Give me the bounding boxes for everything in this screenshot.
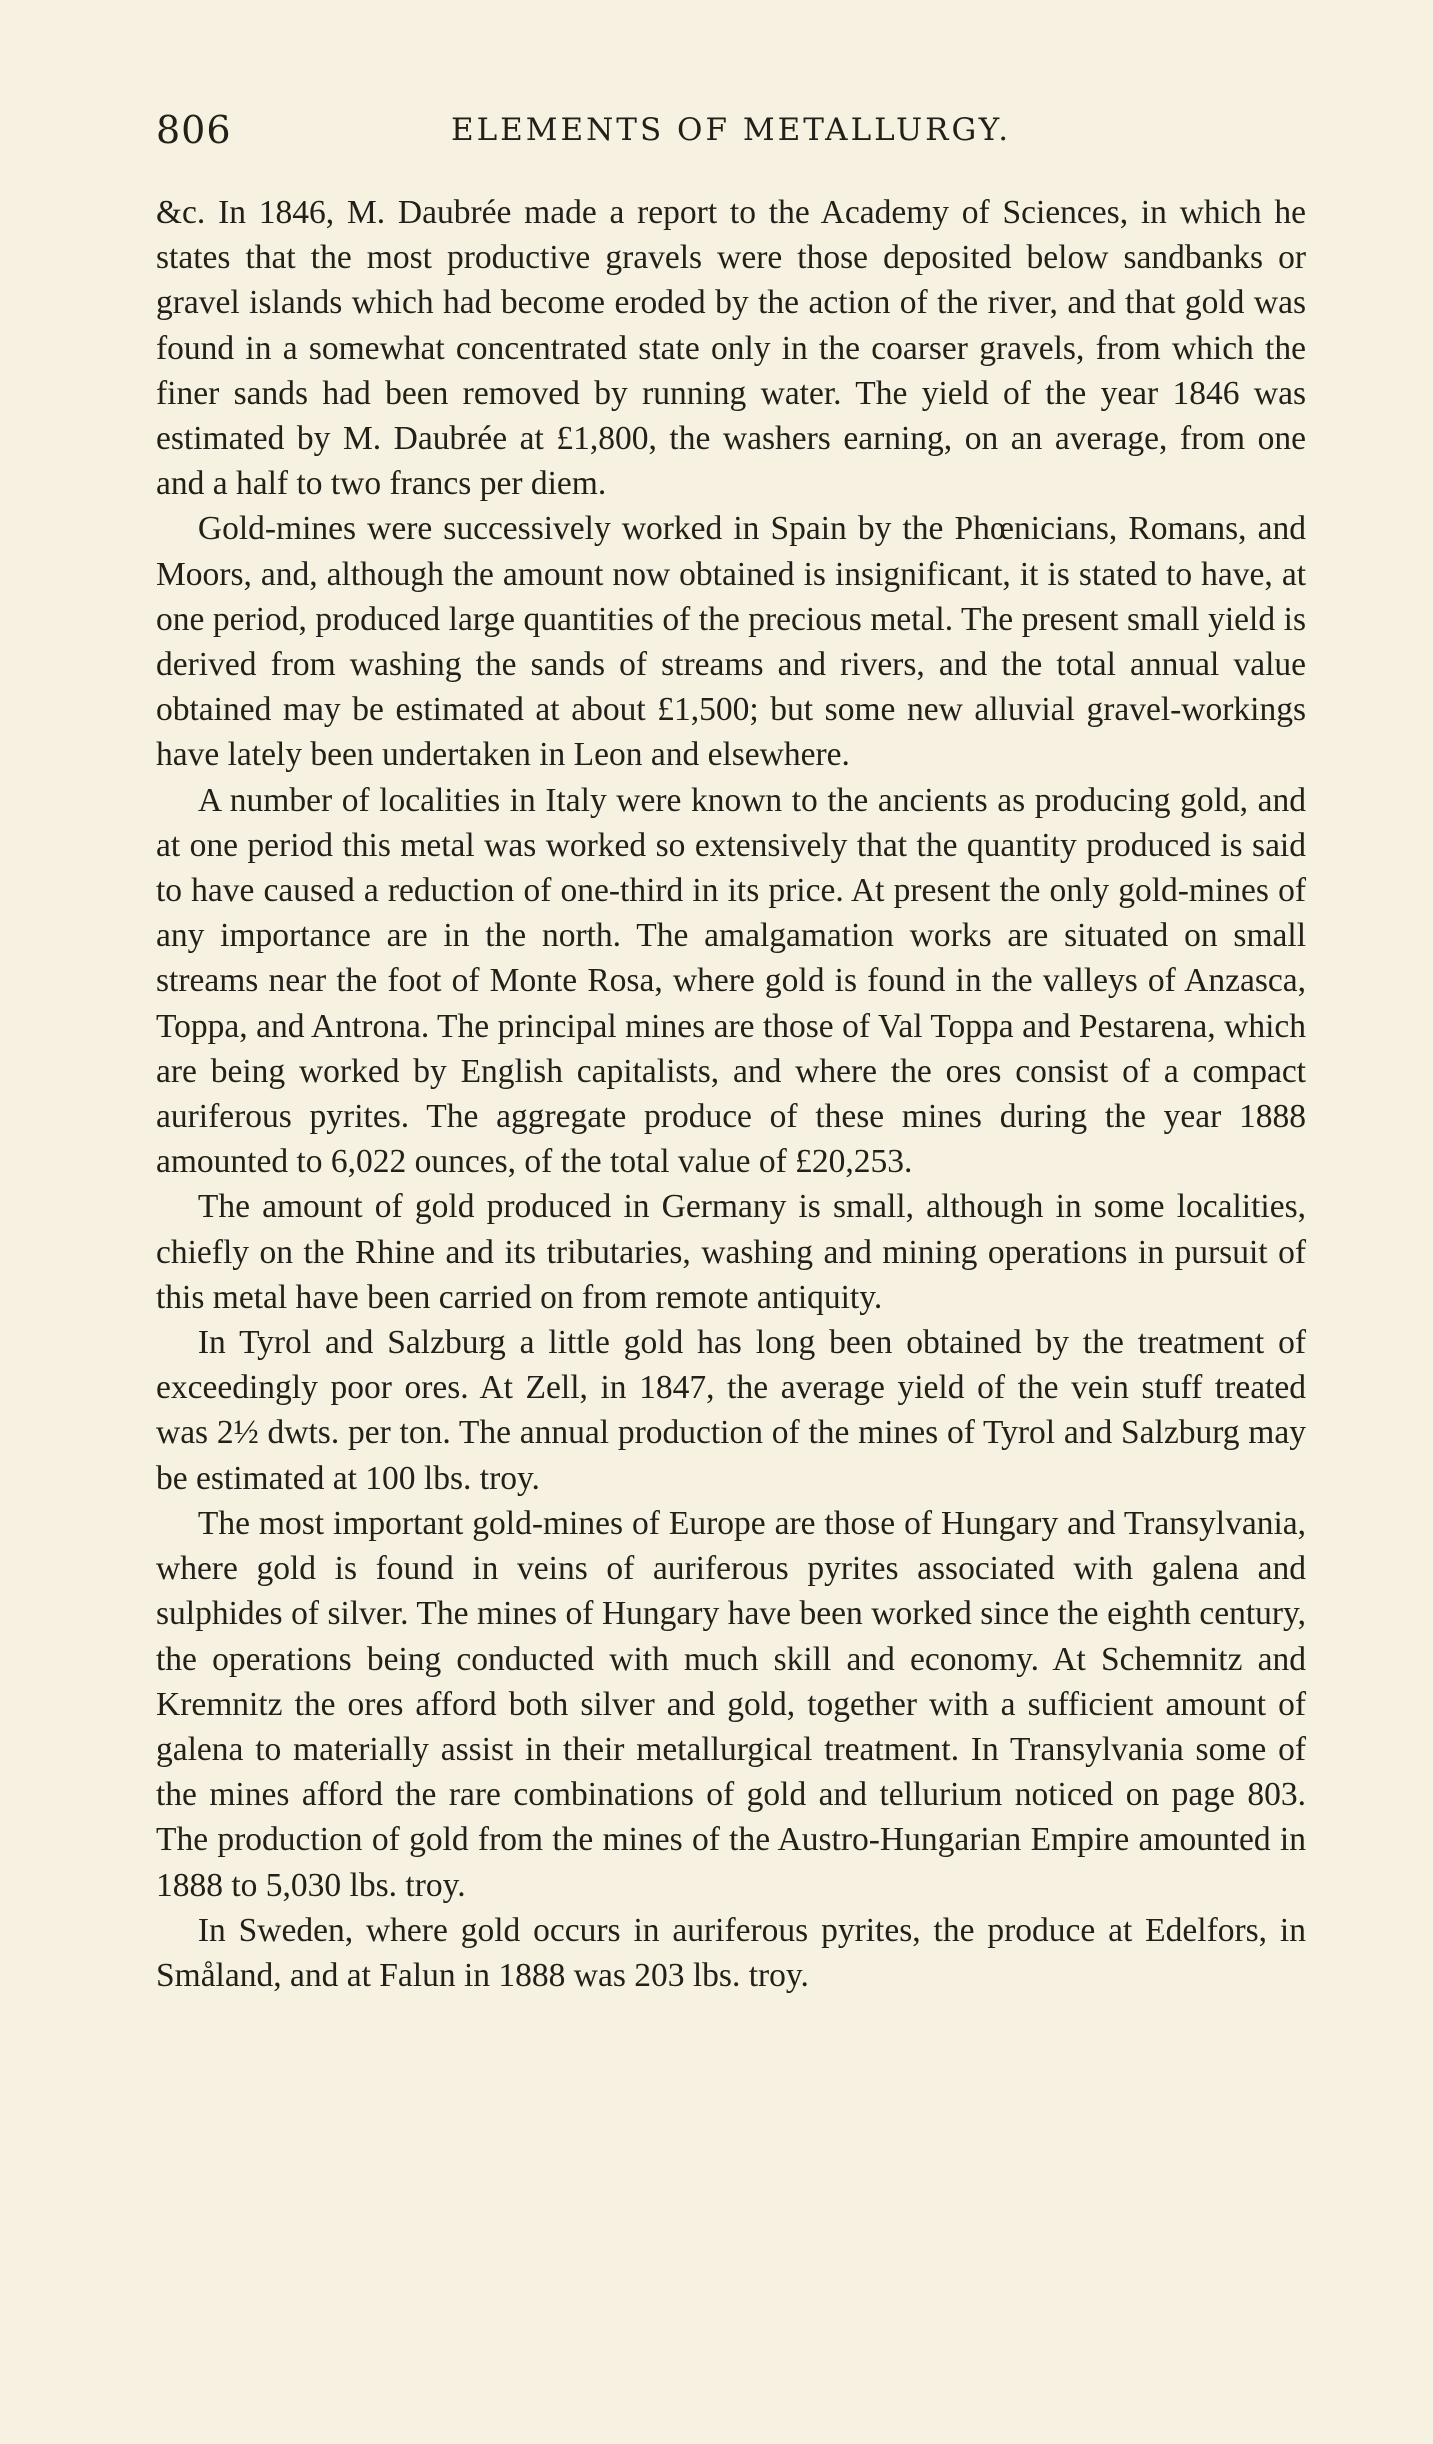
running-title: ELEMENTS OF METALLURGY. xyxy=(450,112,1012,148)
paragraph-italy: A number of localities in Italy were known to the ancients as producing gold, and at one period this metal was worked so extensively that the quantity produced is said to have caused a reduction of one-third in its price. At present the only gold-mines of any importance are in the north. The amalgamation works are situated on small streams near the foot of Monte Rosa, where gold is found in the valleys of Anzasca, Toppa, and Antrona. The principal mines are those of Val Toppa and Pestarena, which are being worked by English capitalists, and where the ores consist of a compact auriferous pyrites. The aggregate produce of these mines during the year 1888 amounted to 6,022 ounces, of the total value of £20,253. xyxy=(156,781,1306,1181)
paragraph-hungary-transylvania: The most important gold-mines of Europe are those of Hungary and Transylvania, where gold is found in veins of auriferous pyrites associated with galena and sulphides of silver. The mines of Hungary have been worked since the eighth century, the operations being conducted with much skill and economy. At Schemnitz and Kremnitz the ores afford both silver and gold, together with a sufficient amount of galena to materially assist in their metallurgical treatment. In Transylvania some of the mines afford the rare combinations of gold and tellurium noticed on page 803. The production of gold from the mines of the Austro-Hungarian Empire amounted in 1888 to 5,030 lbs. troy. xyxy=(156,1504,1306,1904)
paragraph-spain: Gold-mines were successively worked in Spain by the Phœnicians, Romans, and Moors, and, although the amount now obtained is insignificant, it is stated to have, at one period, produced large quantities of the precious metal. The present small yield is derived from washing the sands of streams and rivers, and the total annual value obtained may be estimated at about £1,500; but some new alluvial gravel-workings have lately been undertaken in Leon and elsewhere. xyxy=(156,510,1306,774)
paragraph-germany: The amount of gold produced in Germany is small, although in some localities, chiefly on the Rhine and its tributaries, washing and mining operations in pursuit of this metal have been carried on from remote antiquity. xyxy=(156,1188,1306,1316)
paragraph-sweden: In Sweden, where gold occurs in auriferous pyrites, the produce at Edelfors, in Småland, and at Falun in 1888 was 203 lbs. troy. xyxy=(156,1911,1306,1994)
paragraph-france-continued: &c. In 1846, M. Daubrée made a report to the Academy of Sciences, in which he states that the most productive gravels were those deposited below sandbanks or gravel islands which had become eroded by the action of the river, and that gold was found in a somewhat concentrated state only in the coarser gravels, from which the finer sands had been removed by running water. The yield of the year 1846 was estimated by M. Daubrée at £1,800, the washers earning, on an average, from one and a half to two francs per diem. xyxy=(156,194,1306,503)
body-text xyxy=(156,190,1306,1998)
page-number: 806 xyxy=(156,108,232,152)
paragraph-tyrol-salzburg: In Tyrol and Salzburg a little gold has long been obtained by the treatment of exceedingly poor ores. At Zell, in 1847, the average yield of the vein stuff treated was 2½ dwts. per ton. The annual production of the mines of Tyrol and Salzburg may be estimated at 100 lbs. troy. xyxy=(156,1324,1306,1497)
page-header xyxy=(156,108,1306,168)
